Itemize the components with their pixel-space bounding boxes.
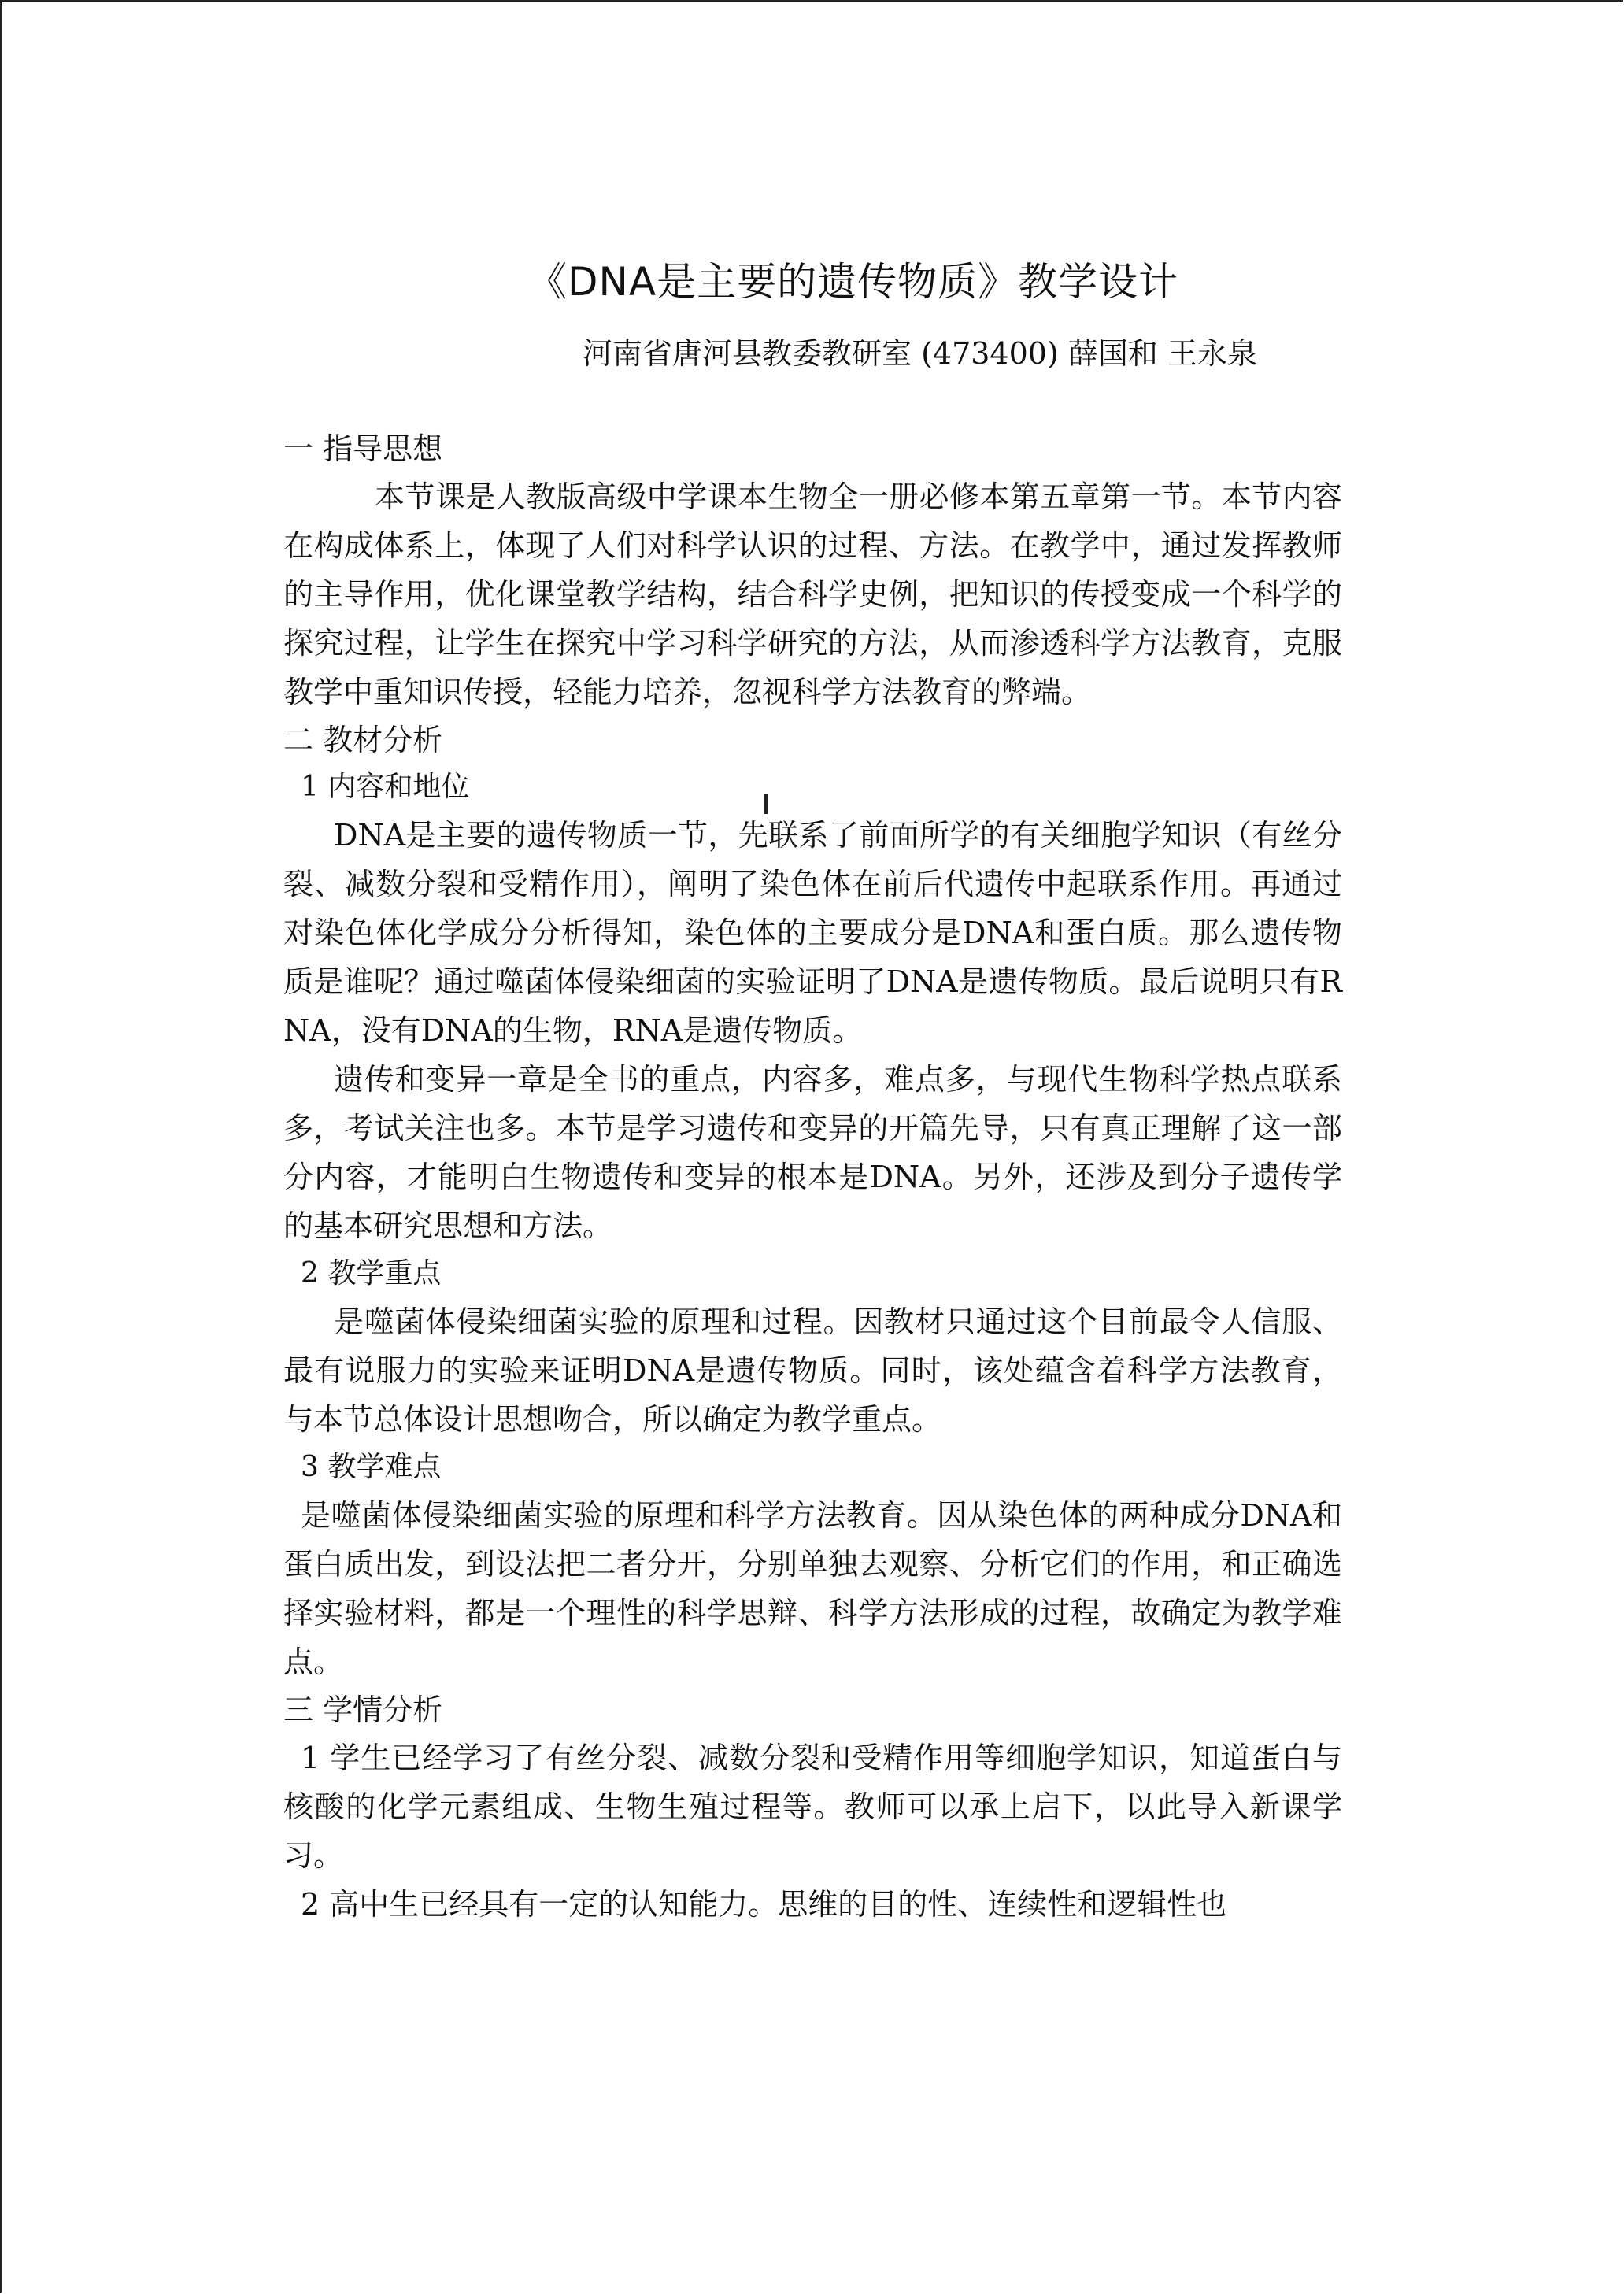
paragraph-teaching-focus: 是噬菌体侵染细菌实验的原理和过程。因教材只通过这个目前最令人信服、最有说服力的实验来证明DNA是遗传物质。同时，该处蕴含着科学方法教育，与本节总体设计思想吻合，所以确定为教学重点。 <box>283 1304 1342 1437</box>
subheading-content-position: 1 内容和地位 <box>301 771 470 803</box>
paragraph-teaching-difficulty: 是噬菌体侵染细菌实验的原理和科学方法教育。因从染色体的两种成分DNA和蛋白质出发，到设法把二者分开，分别单独去观察、分析它们的作用，和正确选择实验材料，都是一个理性的科学思辩、科学方法形成的过程，故确定为教学难点。 <box>283 1498 1342 1679</box>
subheading-teaching-focus: 2 教学重点 <box>301 1257 442 1289</box>
paragraph-guiding-thought: 本节课是人教版高级中学课本生物全一册必修本第五章第一节。本节内容在构成体系上，体现了人们对科学认识的过程、方法。在教学中，通过发挥教师的主导作用，优化课堂教学结构，结合科学史例，把知识的传授变成一个科学的探究过程，让学生在探究中学习科学研究的方法，从而渗透科学方法教育，克服教学中重知识传授，轻能力培养，忽视科学方法教育的弊端。 <box>283 479 1342 709</box>
paragraph-student-analysis-1: 1 学生已经学习了有丝分裂、减数分裂和受精作用等细胞学知识，知道蛋白与核酸的化学元素组成、生物生殖过程等。教师可以承上启下，以此导入新课学习。 <box>283 1741 1342 1873</box>
section-heading-material-analysis: 二 教材分析 <box>283 723 443 757</box>
paragraph-student-analysis-2: 2 高中生已经具有一定的认知能力。思维的目的性、连续性和逻辑性也 <box>301 1887 1227 1922</box>
section-heading-guiding-thought: 一 指导思想 <box>283 431 443 466</box>
subheading-teaching-difficulty: 3 教学难点 <box>301 1451 442 1483</box>
document-body <box>283 425 1342 1929</box>
document-title: 《DNA是主要的遗传物质》教学设计 <box>527 259 1179 305</box>
paragraph-content-position-2: 遗传和变异一章是全书的重点，内容多，难点多，与现代生物科学热点联系多，考试关注也多。本节是学习遗传和变异的开篇先导，只有真正理解了这一部分内容，才能明白生物遗传和变异的根本是DNA。另外，还涉及到分子遗传学的基本研究思想和方法。 <box>283 1062 1342 1243</box>
paragraph-content-position-1: DNA是主要的遗传物质一节，先联系了前面所学的有关细胞学知识（有丝分裂、减数分裂和受精作用），阐明了染色体在前后代遗传中起联系作用。再通过对染色体化学成分分析得知，染色体的主要成分是DNA和蛋白质。那么遗传物质是谁呢？通过噬菌体侵染细菌的实验证明了DNA是遗传物质。最后说明只有RNA，没有DNA的生物，RNA是遗传物质。 <box>283 818 1342 1048</box>
author-byline: 河南省唐河县教委教研室 (473400) 薛国和 王永泉 <box>583 336 1257 371</box>
section-heading-student-analysis: 三 学情分析 <box>283 1693 443 1727</box>
